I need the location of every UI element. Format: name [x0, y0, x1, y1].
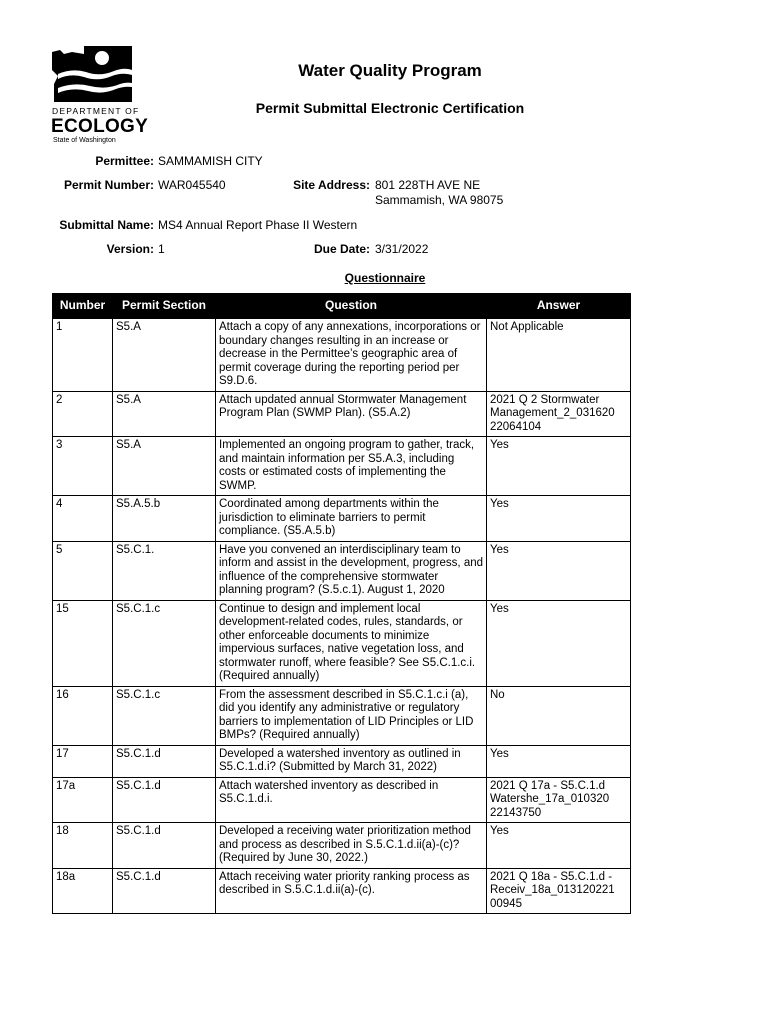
- row-answer: Yes: [487, 437, 631, 496]
- table-row: [53, 391, 631, 437]
- row-answer: 2021 Q 18a - S5.C.1.d - Receiv_18a_013120221 00945: [487, 868, 631, 914]
- row-number: 1: [53, 319, 113, 392]
- permit-number-value: WAR045540: [158, 178, 226, 192]
- column-header-question: Question: [216, 294, 487, 319]
- table-row: [53, 686, 631, 745]
- row-section: S5.C.1.d: [113, 868, 216, 914]
- table-row: [53, 437, 631, 496]
- logo-state-text: State of Washington: [53, 137, 116, 144]
- table-row: [53, 496, 631, 542]
- questionnaire-heading: Questionnaire: [344, 271, 426, 285]
- row-number: 16: [53, 686, 113, 745]
- site-address-line2: Sammamish, WA 98075: [375, 193, 504, 207]
- version-value: 1: [158, 242, 165, 256]
- row-number: 17: [53, 745, 113, 777]
- table-header-row: [53, 294, 631, 319]
- logo-department-text: DEPARTMENT OF: [52, 106, 140, 116]
- submittal-name-label: Submittal Name:: [59, 218, 154, 232]
- row-section: S5.A: [113, 391, 216, 437]
- row-section: S5.C.1.d: [113, 745, 216, 777]
- permit-number-label: Permit Number:: [63, 178, 154, 192]
- row-section: S5.A.5.b: [113, 496, 216, 542]
- table-row: [53, 777, 631, 823]
- column-header-answer: Answer: [487, 294, 631, 319]
- table-row: [53, 823, 631, 869]
- document-subtitle: Permit Submittal Electronic Certification: [255, 100, 525, 116]
- row-question: Attach a copy of any annexations, incorporations or boundary changes resulting in an increase or decrease in the Permittee’s geographic area of permit coverage during the reporting period per S9.D.6.: [216, 319, 487, 392]
- washington-state-logo-icon: [50, 44, 134, 104]
- row-answer: Yes: [487, 541, 631, 600]
- row-section: S5.A: [113, 437, 216, 496]
- row-question: Developed a receiving water prioritization method and process as described in S.5.C.1.d.ii(a)-(c)? (Required by June 30, 2022.): [216, 823, 487, 869]
- table-row: [53, 745, 631, 777]
- row-question: Have you convened an interdisciplinary team to inform and assist in the development, progress, and influence of the comprehensive stormwater planning program? (S.5.c.1). August 1, 2020: [216, 541, 487, 600]
- row-section: S5.C.1.: [113, 541, 216, 600]
- questionnaire-table: [52, 293, 631, 914]
- row-section: S5.C.1.c: [113, 600, 216, 686]
- site-address-label: Site Address:: [293, 178, 370, 192]
- row-answer: No: [487, 686, 631, 745]
- row-number: 18: [53, 823, 113, 869]
- table-row: [53, 319, 631, 392]
- row-question: Continue to design and implement local development-related codes, rules, standards, or other enforceable documents to minimize impervious surfaces, native vegetation loss, and stormwater runoff, where feasible? See S5.C.1.c.i. (Required annually): [216, 600, 487, 686]
- row-answer: Yes: [487, 745, 631, 777]
- ecology-logo: [50, 44, 150, 148]
- submittal-name-value: MS4 Annual Report Phase II Western: [158, 218, 358, 232]
- version-label: Version:: [106, 242, 154, 256]
- row-question: Attach watershed inventory as described in S5.C.1.d.i.: [216, 777, 487, 823]
- row-question: Attach updated annual Stormwater Management Program Plan (SWMP Plan). (S5.A.2): [216, 391, 487, 437]
- table-row: [53, 868, 631, 914]
- row-question: Implemented an ongoing program to gather, track, and maintain information per S5.A.3, including costs or estimated costs of implementing the SWMP.: [216, 437, 487, 496]
- permittee-value: SAMMAMISH CITY: [158, 154, 263, 168]
- row-number: 18a: [53, 868, 113, 914]
- row-number: 4: [53, 496, 113, 542]
- table-row: [53, 541, 631, 600]
- row-section: S5.C.1.d: [113, 777, 216, 823]
- column-header-number: Number: [53, 294, 113, 319]
- row-section: S5.C.1.c: [113, 686, 216, 745]
- permittee-label: Permittee:: [95, 154, 154, 168]
- row-section: S5.A: [113, 319, 216, 392]
- row-question: Coordinated among departments within the jurisdiction to eliminate barriers to permit compliance. (S5.A.5.b): [216, 496, 487, 542]
- due-date-label: Due Date:: [313, 242, 370, 256]
- row-question: Developed a watershed inventory as outlined in S5.C.1.d.i? (Submitted by March 31, 2022): [216, 745, 487, 777]
- row-number: 2: [53, 391, 113, 437]
- row-number: 15: [53, 600, 113, 686]
- row-number: 3: [53, 437, 113, 496]
- logo-ecology-text: ECOLOGY: [51, 116, 149, 137]
- row-answer: Yes: [487, 496, 631, 542]
- column-header-permit-section: Permit Section: [113, 294, 216, 319]
- row-answer: Yes: [487, 823, 631, 869]
- document-title: Water Quality Program: [298, 61, 482, 80]
- row-answer: Not Applicable: [487, 319, 631, 392]
- row-question: Attach receiving water priority ranking process as described in S.5.C.1.d.ii(a)-(c).: [216, 868, 487, 914]
- row-answer: 2021 Q 17a - S5.C.1.d Watershe_17a_010320 22143750: [487, 777, 631, 823]
- row-question: From the assessment described in S5.C.1.c.i (a), did you identify any administrative or regulatory barriers to implementation of LID Principles or LID BMPs? (Required annually): [216, 686, 487, 745]
- row-answer: Yes: [487, 600, 631, 686]
- row-section: S5.C.1.d: [113, 823, 216, 869]
- row-number: 17a: [53, 777, 113, 823]
- table-row: [53, 600, 631, 686]
- row-answer: 2021 Q 2 Stormwater Management_2_031620 22064104: [487, 391, 631, 437]
- due-date-value: 3/31/2022: [375, 242, 429, 256]
- site-address-line1: 801 228TH AVE NE: [375, 178, 481, 192]
- row-number: 5: [53, 541, 113, 600]
